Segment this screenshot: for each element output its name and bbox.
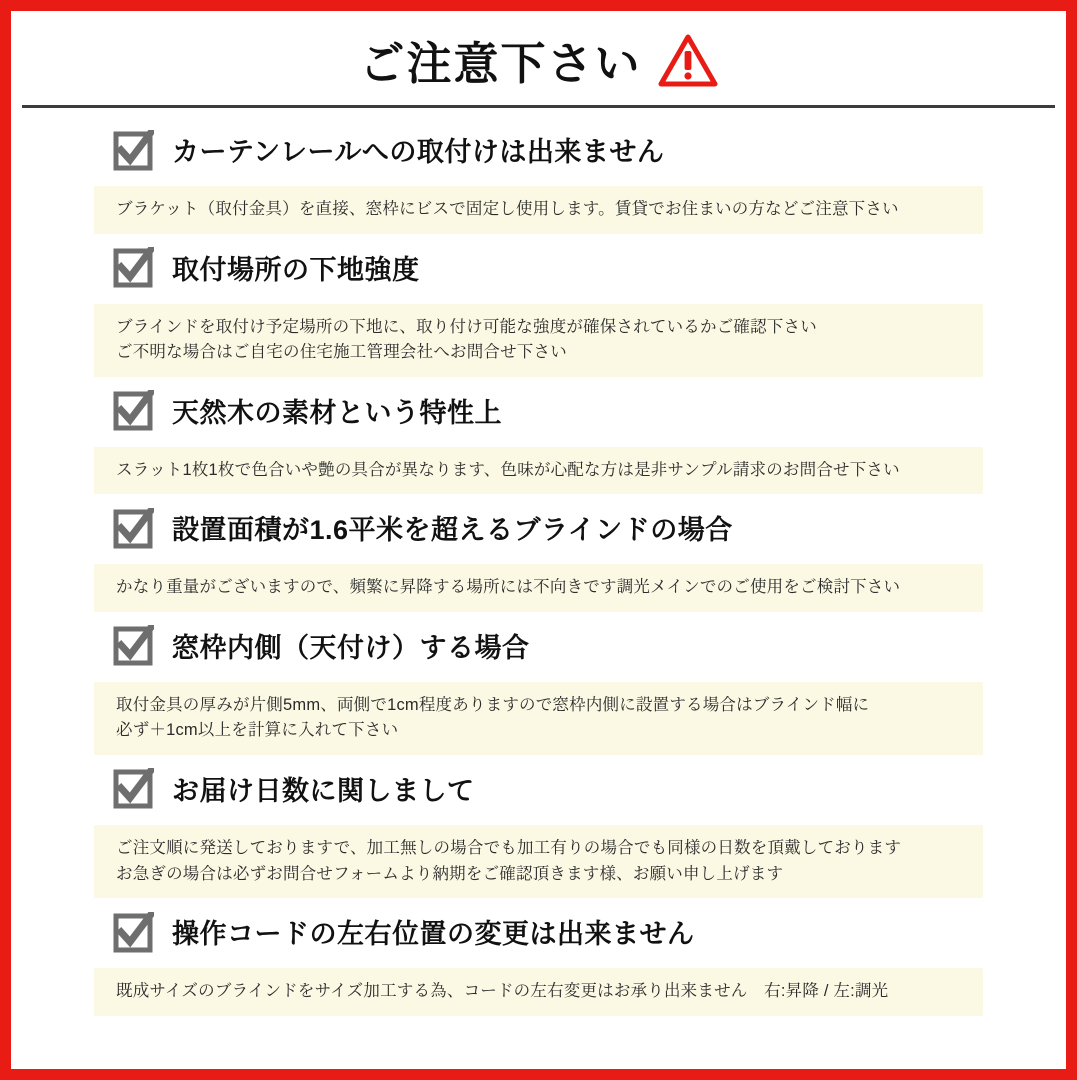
notice-section-title: お届け日数に関しまして bbox=[172, 776, 475, 807]
notice-section-header bbox=[46, 385, 1031, 443]
notice-section bbox=[46, 763, 1031, 898]
note-line: お急ぎの場合は必ずお問合せフォームより納期をご確認頂きます様、お願い申し上げます bbox=[116, 864, 784, 883]
note-line: かなり重量がございますので、頻繁に昇降する場所には不向きです調光メインでのご使用をご検討下さい bbox=[116, 578, 901, 597]
notice-section-note bbox=[94, 564, 983, 612]
poster-header bbox=[22, 22, 1055, 108]
warning-triangle-icon bbox=[658, 34, 718, 93]
poster-inner bbox=[22, 22, 1055, 1058]
note-line: ご不明な場合はご自宅の住宅施工管理会社へお問合せ下さい bbox=[116, 343, 567, 362]
check-box-icon bbox=[112, 130, 154, 177]
notice-section-note bbox=[94, 682, 983, 755]
notice-section-header bbox=[46, 502, 1031, 560]
note-line: 既成サイズのブラインドをサイズ加工する為、コードの左右変更はお承り出来ません 右:昇降 / 左:調光 bbox=[116, 982, 889, 1001]
notice-section-title: 窓枠内側（天付け）する場合 bbox=[172, 632, 530, 663]
check-box-icon bbox=[112, 390, 154, 437]
note-line: スラット1枚1枚で色合いや艶の具合が異なります、色味が心配な方は是非サンプル請求のお問合せ下さい bbox=[116, 460, 900, 479]
check-box-icon bbox=[112, 247, 154, 294]
notice-section-header bbox=[46, 763, 1031, 821]
notice-section bbox=[46, 620, 1031, 755]
note-line: 取付金具の厚みが片側5mm、両側で1cm程度ありますので窓枠内側に設置する場合はブラインド幅に bbox=[116, 695, 870, 714]
notice-section bbox=[46, 906, 1031, 1016]
note-line: ご注文順に発送しておりますで、加工無しの場合でも加工有りの場合でも同様の日数を頂戴しております bbox=[116, 838, 902, 857]
page-title: ご注意下さい bbox=[359, 38, 642, 89]
notice-section-note bbox=[94, 825, 983, 898]
notice-section-header bbox=[46, 906, 1031, 964]
notice-section bbox=[46, 502, 1031, 612]
check-box-icon bbox=[112, 625, 154, 672]
notice-sections bbox=[22, 108, 1055, 1058]
notice-section-note bbox=[94, 304, 983, 377]
note-line: 必ず＋1cm以上を計算に入れて下さい bbox=[116, 721, 399, 740]
notice-section-title: 取付場所の下地強度 bbox=[172, 254, 420, 285]
notice-section-title: カーテンレールへの取付けは出来ません bbox=[172, 137, 665, 168]
notice-section bbox=[46, 242, 1031, 377]
notice-section-note bbox=[94, 186, 983, 234]
notice-section-header bbox=[46, 242, 1031, 300]
note-line: ブラインドを取付け予定場所の下地に、取り付け可能な強度が確保されているかご確認下さい bbox=[116, 317, 817, 336]
notice-section-note bbox=[94, 447, 983, 495]
check-box-icon bbox=[112, 508, 154, 555]
notice-section-title: 天然木の素材という特性上 bbox=[172, 397, 502, 428]
notice-section-header bbox=[46, 620, 1031, 678]
note-line: ブラケット（取付金具）を直接、窓枠にビスで固定し使用します。賃貸でお住まいの方などご注意下さい bbox=[116, 200, 899, 218]
notice-section-title: 操作コードの左右位置の変更は出来ません bbox=[172, 919, 695, 950]
check-box-icon bbox=[112, 912, 154, 959]
notice-section-header bbox=[46, 124, 1031, 182]
notice-section-note bbox=[94, 968, 983, 1016]
notice-section-title: 設置面積が1.6平米を超えるブラインドの場合 bbox=[172, 515, 733, 546]
notice-section bbox=[46, 124, 1031, 234]
notice-section bbox=[46, 385, 1031, 495]
check-box-icon bbox=[112, 768, 154, 815]
